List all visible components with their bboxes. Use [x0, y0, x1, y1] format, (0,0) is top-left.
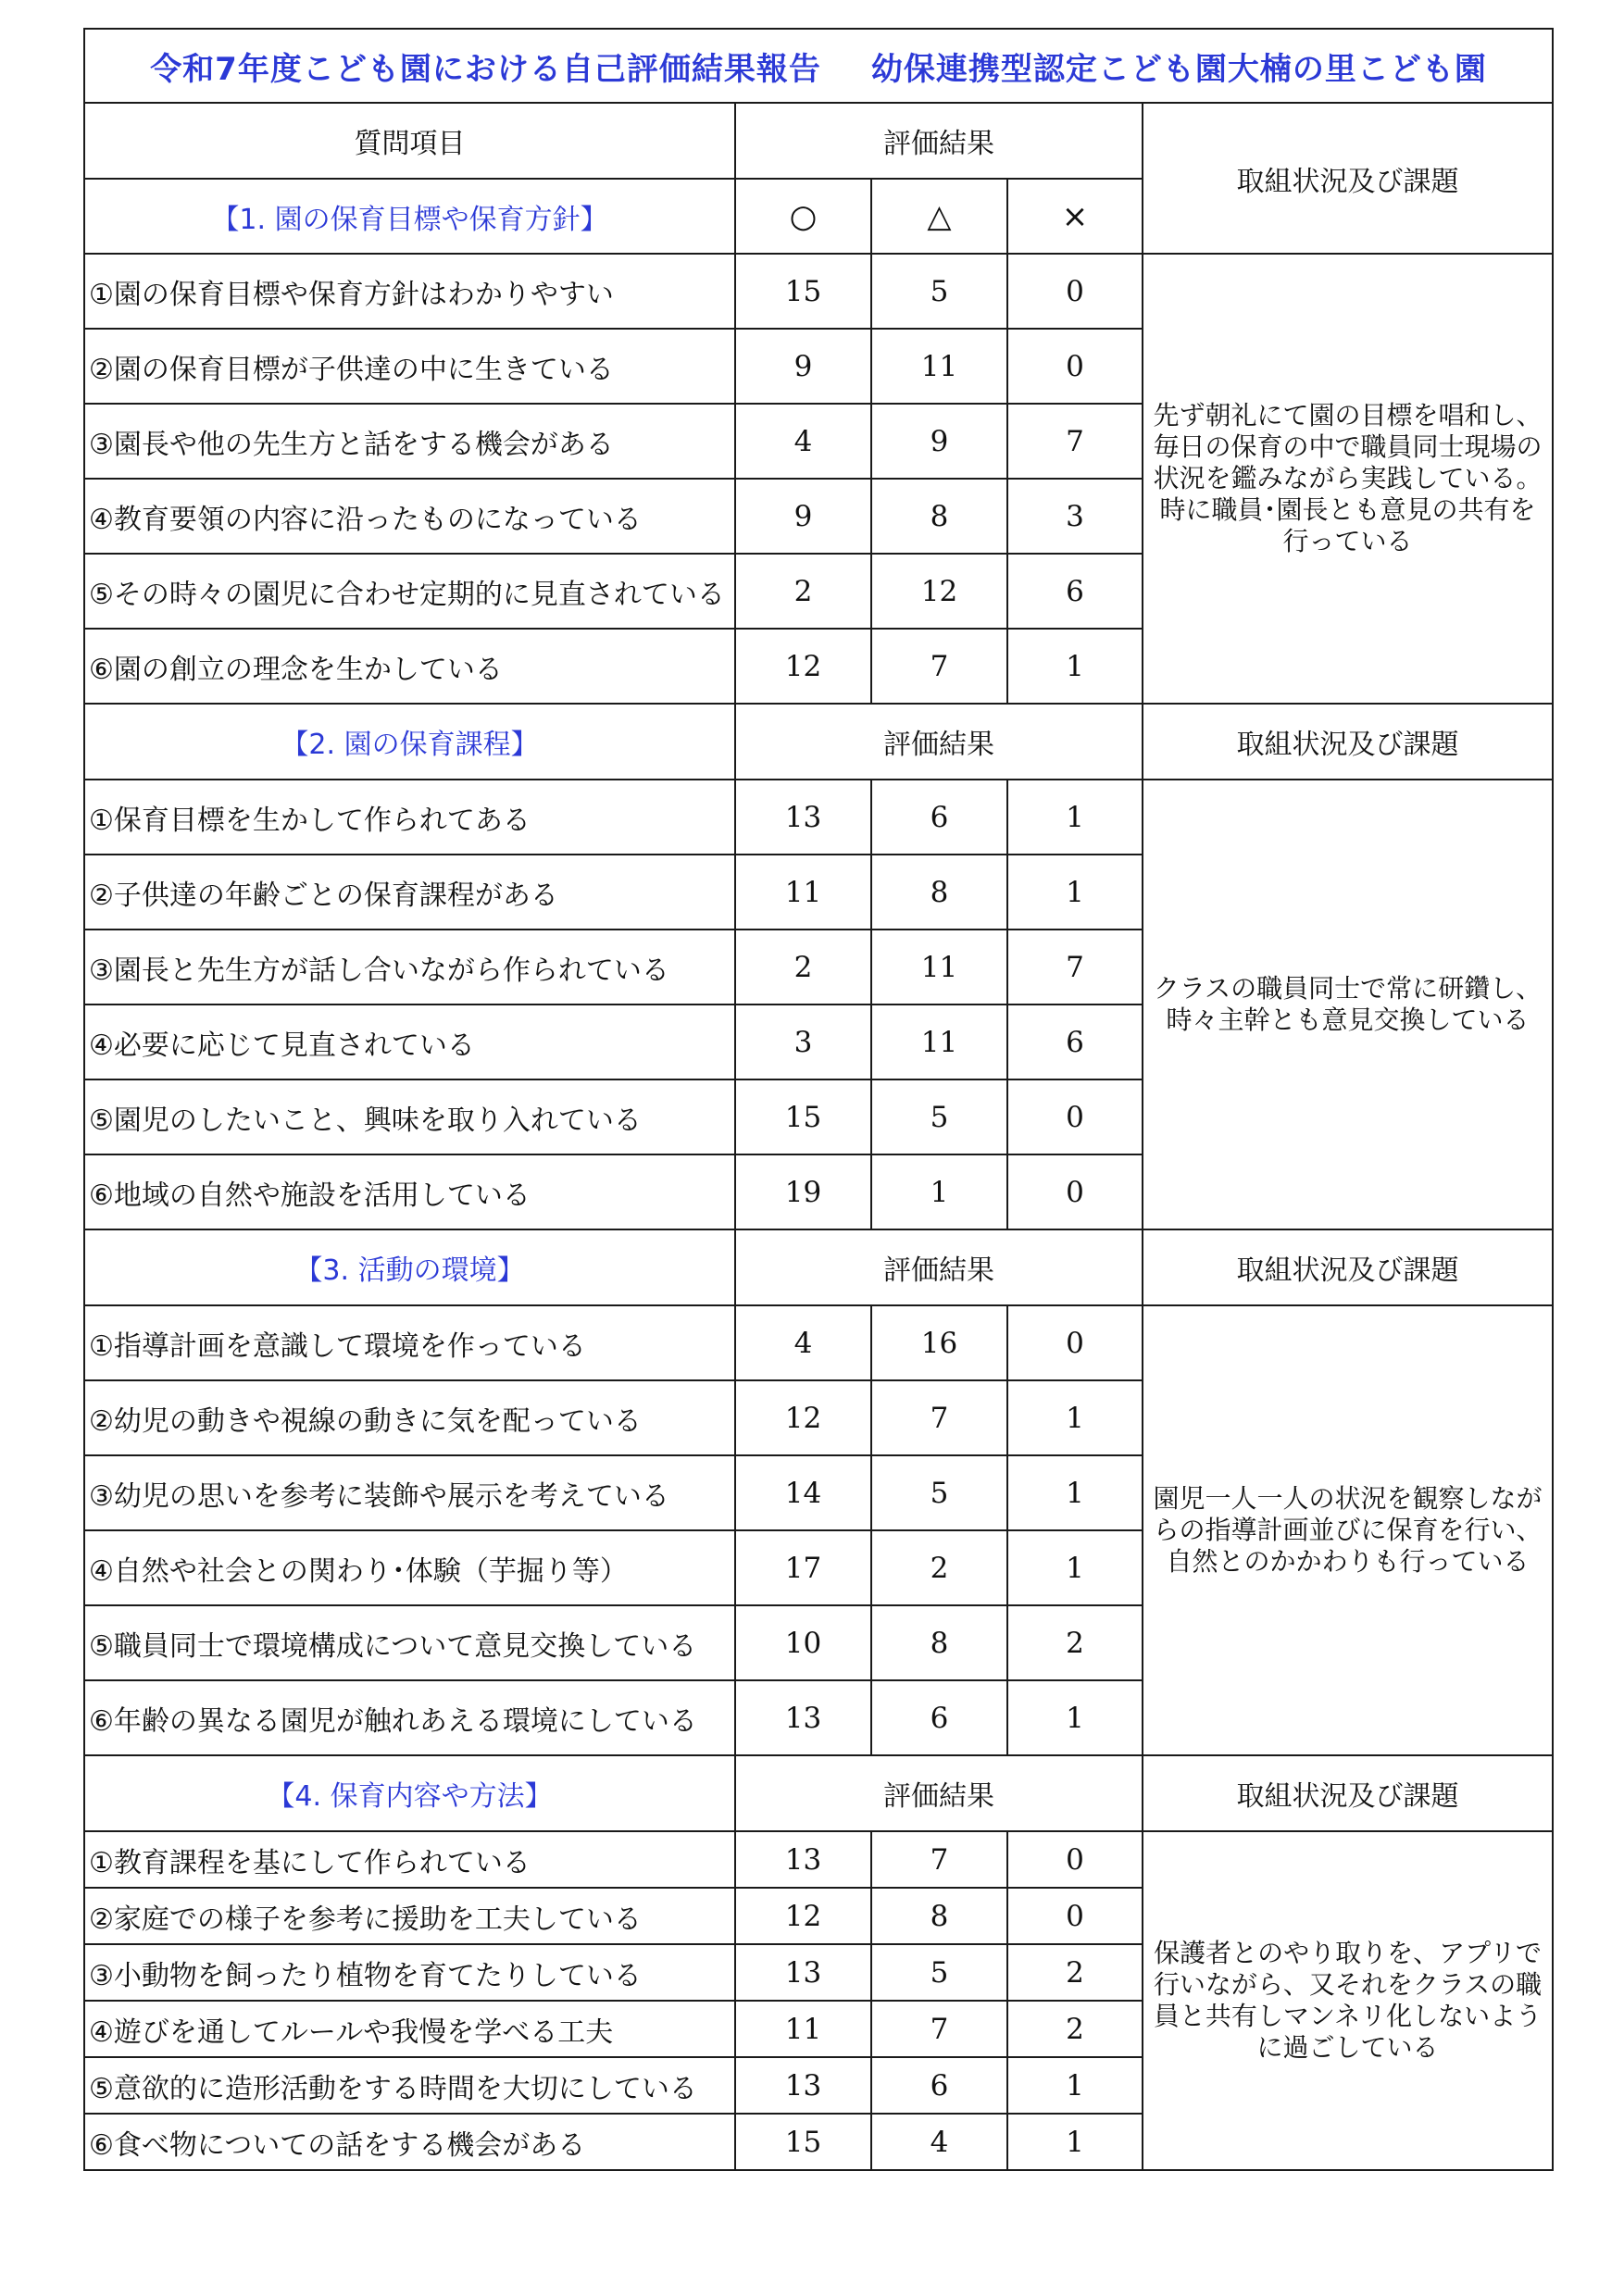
fair-count: 8 [871, 1888, 1007, 1944]
question-text: ⑥年齢の異なる園児が触れあえる環境にしている [84, 1680, 735, 1755]
fair-count: 16 [871, 1305, 1007, 1380]
poor-count: 0 [1007, 1079, 1143, 1154]
fair-count: 8 [871, 855, 1007, 930]
question-header: 質問項目 [84, 103, 735, 179]
result-header: 評価結果 [735, 1755, 1143, 1831]
poor-count: 1 [1007, 1680, 1143, 1755]
evaluation-table [83, 28, 1554, 2171]
question-text: ③園長と先生方が話し合いながら作られている [84, 930, 735, 1004]
good-count: 15 [735, 1079, 871, 1154]
result-header: 評価結果 [735, 103, 1143, 179]
fair-mark: △ [871, 179, 1007, 254]
good-count: 17 [735, 1530, 871, 1605]
poor-count: 6 [1007, 1004, 1143, 1079]
status-header: 取組状況及び課題 [1143, 704, 1553, 780]
good-count: 10 [735, 1605, 871, 1680]
good-count: 12 [735, 629, 871, 704]
good-count: 9 [735, 329, 871, 404]
section-heading: 【4. 保育内容や方法】 [84, 1755, 735, 1831]
question-text: ③小動物を飼ったり植物を育てたりしている [84, 1944, 735, 2001]
question-text: ④遊びを通してルールや我慢を学べる工夫 [84, 2001, 735, 2057]
table-row [84, 1831, 1553, 1888]
question-text: ⑤園児のしたいこと、興味を取り入れている [84, 1079, 735, 1154]
result-header: 評価結果 [735, 704, 1143, 780]
fair-count: 7 [871, 1831, 1007, 1888]
section-4-body [84, 1755, 1553, 2170]
fair-count: 6 [871, 780, 1007, 855]
section-1-body [84, 254, 1553, 704]
poor-count: 3 [1007, 479, 1143, 554]
question-text: ⑥地域の自然や施設を活用している [84, 1154, 735, 1229]
good-count: 13 [735, 1680, 871, 1755]
question-text: ①園の保育目標や保育方針はわかりやすい [84, 254, 735, 329]
good-count: 4 [735, 404, 871, 479]
poor-count: 0 [1007, 1154, 1143, 1229]
poor-count: 1 [1007, 2114, 1143, 2170]
status-note: 園児一人一人の状況を観察しながらの指導計画並びに保育を行い、自然とのかかわりも行っている [1143, 1305, 1553, 1755]
poor-count: 2 [1007, 2001, 1143, 2057]
result-header: 評価結果 [735, 1229, 1143, 1305]
fair-count: 5 [871, 254, 1007, 329]
status-note: 保護者とのやり取りを、アプリで行いながら、又それをクラスの職員と共有しマンネリ化しないように過ごしている [1143, 1831, 1553, 2170]
poor-count: 0 [1007, 1888, 1143, 1944]
question-text: ⑥園の創立の理念を生かしている [84, 629, 735, 704]
question-text: ④自然や社会との関わり･体験（芋掘り等） [84, 1530, 735, 1605]
question-text: ②園の保育目標が子供達の中に生きている [84, 329, 735, 404]
good-count: 9 [735, 479, 871, 554]
fair-count: 9 [871, 404, 1007, 479]
good-count: 2 [735, 554, 871, 629]
question-text: ⑤その時々の園児に合わせ定期的に見直されている [84, 554, 735, 629]
poor-count: 0 [1007, 254, 1143, 329]
table-row [84, 1305, 1553, 1380]
table-row [84, 254, 1553, 329]
good-count: 14 [735, 1455, 871, 1530]
question-text: ③園長や他の先生方と話をする機会がある [84, 404, 735, 479]
question-text: ⑤意欲的に造形活動をする時間を大切にしている [84, 2057, 735, 2114]
fair-count: 4 [871, 2114, 1007, 2170]
fair-count: 5 [871, 1079, 1007, 1154]
fair-count: 7 [871, 629, 1007, 704]
fair-count: 6 [871, 1680, 1007, 1755]
fair-count: 5 [871, 1944, 1007, 2001]
report-title [84, 29, 1553, 103]
good-count: 15 [735, 2114, 871, 2170]
good-count: 12 [735, 1888, 871, 1944]
fair-count: 11 [871, 329, 1007, 404]
question-text: ⑥食べ物についての話をする機会がある [84, 2114, 735, 2170]
poor-mark: × [1007, 179, 1143, 254]
fair-count: 2 [871, 1530, 1007, 1605]
poor-count: 7 [1007, 404, 1143, 479]
good-count: 3 [735, 1004, 871, 1079]
poor-count: 1 [1007, 2057, 1143, 2114]
fair-count: 7 [871, 2001, 1007, 2057]
poor-count: 7 [1007, 930, 1143, 1004]
good-count: 13 [735, 2057, 871, 2114]
section-2-body [84, 704, 1553, 1229]
section-header-row [84, 1229, 1553, 1305]
evaluation-report [83, 28, 1552, 2171]
poor-count: 0 [1007, 1831, 1143, 1888]
status-header: 取組状況及び課題 [1143, 103, 1553, 254]
fair-count: 5 [871, 1455, 1007, 1530]
question-text: ④教育要領の内容に沿ったものになっている [84, 479, 735, 554]
question-text: ②家庭での様子を参考に援助を工夫している [84, 1888, 735, 1944]
table-row [84, 780, 1553, 855]
section-heading: 【1. 園の保育目標や保育方針】 [84, 179, 735, 254]
poor-count: 2 [1007, 1605, 1143, 1680]
fair-count: 11 [871, 930, 1007, 1004]
good-count: 13 [735, 1831, 871, 1888]
good-count: 11 [735, 855, 871, 930]
poor-count: 6 [1007, 554, 1143, 629]
poor-count: 1 [1007, 629, 1143, 704]
good-count: 13 [735, 1944, 871, 2001]
good-count: 12 [735, 1380, 871, 1455]
fair-count: 1 [871, 1154, 1007, 1229]
fair-count: 12 [871, 554, 1007, 629]
poor-count: 1 [1007, 1455, 1143, 1530]
poor-count: 1 [1007, 855, 1143, 930]
school-name: 幼保連携型認定こども園大楠の里こども園 [870, 50, 1487, 88]
status-header: 取組状況及び課題 [1143, 1229, 1553, 1305]
question-text: ④必要に応じて見直されている [84, 1004, 735, 1079]
question-text: ⑤職員同士で環境構成について意見交換している [84, 1605, 735, 1680]
good-count: 4 [735, 1305, 871, 1380]
question-text: ①保育目標を生かして作られてある [84, 780, 735, 855]
fair-count: 6 [871, 2057, 1007, 2114]
question-text: ①教育課程を基にして作られている [84, 1831, 735, 1888]
status-header: 取組状況及び課題 [1143, 1755, 1553, 1831]
good-count: 19 [735, 1154, 871, 1229]
good-count: 15 [735, 254, 871, 329]
good-mark: ○ [735, 179, 871, 254]
poor-count: 0 [1007, 1305, 1143, 1380]
good-count: 11 [735, 2001, 871, 2057]
question-text: ②子供達の年齢ごとの保育課程がある [84, 855, 735, 930]
poor-count: 1 [1007, 780, 1143, 855]
fair-count: 11 [871, 1004, 1007, 1079]
poor-count: 1 [1007, 1380, 1143, 1455]
section-header-row [84, 704, 1553, 780]
good-count: 13 [735, 780, 871, 855]
poor-count: 1 [1007, 1530, 1143, 1605]
poor-count: 2 [1007, 1944, 1143, 2001]
fair-count: 8 [871, 479, 1007, 554]
section-header-row [84, 1755, 1553, 1831]
good-count: 2 [735, 930, 871, 1004]
poor-count: 0 [1007, 329, 1143, 404]
question-text: ②幼児の動きや視線の動きに気を配っている [84, 1380, 735, 1455]
section-heading: 【2. 園の保育課程】 [84, 704, 735, 780]
section-heading: 【3. 活動の環境】 [84, 1229, 735, 1305]
status-note: 先ず朝礼にて園の目標を唱和し、毎日の保育の中で職員同士現場の状況を鑑みながら実践している。時に職員･園長とも意見の共有を行っている [1143, 254, 1553, 704]
fair-count: 8 [871, 1605, 1007, 1680]
question-text: ③幼児の思いを参考に装飾や展示を考えている [84, 1455, 735, 1530]
fair-count: 7 [871, 1380, 1007, 1455]
report-title-main: 令和7年度こども園における自己評価結果報告 [150, 50, 821, 88]
question-text: ①指導計画を意識して環境を作っている [84, 1305, 735, 1380]
status-note: クラスの職員同士で常に研鑽し、時々主幹とも意見交換している [1143, 780, 1553, 1229]
section-3-body [84, 1229, 1553, 1755]
